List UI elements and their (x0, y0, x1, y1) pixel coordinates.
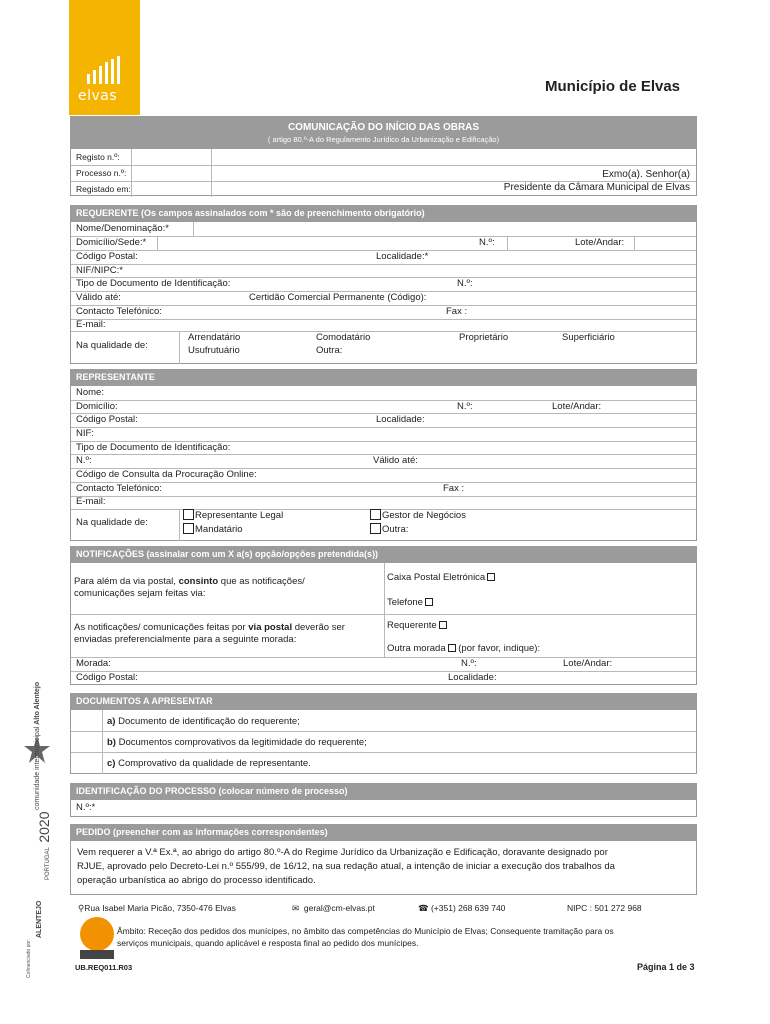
registado-label: Registado em: (76, 184, 131, 194)
footer-email: ✉ geral@cm-elvas.pt (292, 903, 375, 913)
req-fax: Fax : (446, 306, 468, 317)
logo-text: elvas (78, 88, 118, 104)
req-qualidade: Na qualidade de: (76, 340, 148, 351)
representante-block (70, 386, 697, 541)
rep-localidade: Localidade: (376, 414, 425, 425)
municipality-title: Município de Elvas (545, 78, 681, 95)
rep-outra-label: Outra: (382, 524, 409, 535)
page-number: Página 1 de 3 (637, 962, 695, 972)
notificacoes-header: NOTIFICAÇÕES (assinalar com um X a(s) opção/opções pretendida(s)) (70, 546, 697, 563)
opt-caixa[interactable]: Caixa Postal Eletrónica (387, 572, 495, 583)
seal-icon (80, 917, 114, 951)
elvas-logo (69, 0, 140, 115)
rep-codigo: Código de Consulta da Procuração Online: (76, 469, 257, 480)
processo-label: Processo n.º: (76, 168, 127, 178)
rep-qualidade: Na qualidade de: (76, 517, 148, 528)
identificacao-header: IDENTIFICAÇÃO DO PROCESSO (colocar número de processo) (70, 783, 697, 800)
registry-block (70, 148, 697, 196)
documentos-header: DOCUMENTOS A APRESENTAR (70, 693, 697, 710)
rep-domicilio: Domicílio: (76, 401, 118, 412)
rep-n2: N.º: (76, 455, 92, 466)
opt-usufrutuario[interactable]: Usufrutuário (188, 345, 240, 356)
pin-icon: ⚲ (78, 903, 85, 913)
representante-header: REPRESENTANTE (70, 369, 697, 386)
rep-n: N.º: (457, 401, 473, 412)
form-subtitle: ( artigo 80.º-A do Regulamento Jurídico da Urbanização e Edificação) (267, 135, 500, 144)
checkbox[interactable] (183, 523, 194, 534)
opt-gestor[interactable] (370, 509, 466, 521)
footer-ambito2: serviços municipais, quando aplicável e resposta final ao pedido dos munícipes. (117, 938, 419, 948)
req-n: N.º: (479, 237, 495, 248)
opt-outra[interactable]: Outra: (316, 345, 343, 356)
rep-fax: Fax : (443, 483, 465, 494)
req-n2: N.º: (457, 278, 473, 289)
doc-a: a) Documento de identificação do requerente; (107, 716, 300, 727)
req-domicilio: Domicílio/Sede:* (76, 237, 147, 248)
checkbox[interactable] (183, 509, 194, 520)
opt-mandatario[interactable] (183, 523, 243, 535)
req-localidade: Localidade:* (376, 251, 429, 262)
notif-n: N.º: (461, 658, 477, 669)
cofinanciado-text: Cofinanciado por: (26, 938, 32, 978)
mail-icon: ✉ (292, 903, 300, 913)
rep-cp: Código Postal: (76, 414, 138, 425)
notificacoes-block (70, 563, 697, 685)
rep-email: E-mail: (76, 496, 106, 507)
req-certidao: Certidão Comercial Permanente (Código): (249, 292, 427, 303)
rep-lote: Lote/Andar: (552, 401, 602, 412)
proc-n: N.º:* (76, 802, 96, 813)
checkbox[interactable] (370, 523, 381, 534)
req-contacto: Contacto Telefónico: (76, 306, 162, 317)
opt-telefone[interactable]: Telefone (387, 597, 433, 608)
rep-contacto: Contacto Telefónico: (76, 483, 162, 494)
opt-superficiario[interactable]: Superficiário (562, 332, 615, 343)
req-nif: NIF/NIPC:* (76, 265, 123, 276)
checkbox[interactable] (370, 509, 381, 520)
pedido-line1: Vem requerer a V.ª Ex.ª, ao abrigo do artigo 80.º-A do Regime Jurídico da Urbanização e Edificação, doravante designado por (77, 847, 608, 858)
req-lote: Lote/Andar: (575, 237, 625, 248)
footer-nipc: NIPC : 501 272 968 (567, 903, 642, 913)
sidebar-logos (22, 680, 62, 980)
pedido-line3: operação urbanística ao abrigo do processo identificado. (77, 875, 316, 886)
checkbox[interactable] (425, 598, 433, 606)
form-code: UB.REQ011.R03 (75, 963, 133, 972)
phone-icon: ☎ (418, 903, 429, 913)
cimaa-text: comunidade intermunicipal Alto Alentejo (34, 681, 41, 810)
notif-lote: Lote/Andar: (563, 658, 613, 669)
pedido-line2: RJUE, aprovado pelo Decreto-Lei n.º 555/99, de 16/12, na sua redação atual, a intenção de iniciar a execução dos trabalhos da (77, 861, 615, 872)
rep-valido: Válido até: (373, 455, 418, 466)
addressee-line1: Exmo(a). Senhor(a) (602, 169, 690, 180)
logo-mark-icon (85, 56, 125, 86)
pedido-block (70, 841, 697, 895)
opt-rep-legal[interactable] (183, 509, 283, 521)
form-title: COMUNICAÇÃO DO INÍCIO DAS OBRAS (287, 122, 480, 133)
opt-arrendatario[interactable]: Arrendatário (188, 332, 241, 343)
rep-nif: NIF: (76, 428, 94, 439)
checkbox[interactable] (487, 573, 495, 581)
mandatario-label: Mandatário (195, 524, 243, 535)
opt-rep-outra[interactable] (370, 523, 408, 535)
notif-q2: As notificações/ comunicações feitas por via postal deverão ser enviadas preferencialmente para a seguinte morada: (74, 622, 345, 645)
opt-outra-morada[interactable]: Outra morada (por favor, indique): (387, 643, 541, 654)
doc-c: c) Comprovativo da qualidade de representante. (107, 758, 311, 769)
notif-morada: Morada: (76, 658, 111, 669)
identificacao-block (70, 800, 697, 817)
requerente-header: REQUERENTE (Os campos assinalados com * são de preenchimento obrigatório) (70, 205, 697, 222)
notif-cp: Código Postal: (76, 672, 138, 683)
opt-requerente[interactable]: Requerente (387, 620, 447, 631)
req-tipo-doc: Tipo de Documento de Identificação: (76, 278, 231, 289)
addressee-line2: Presidente da Câmara Municipal de Elvas (503, 182, 690, 193)
req-email: E-mail: (76, 319, 106, 330)
rep-nome: Nome: (76, 387, 104, 398)
documentos-block (70, 710, 697, 774)
req-valido: Válido até: (76, 292, 121, 303)
gestor-label: Gestor de Negócios (382, 510, 466, 521)
doc-b: b) Documentos comprovativos da legitimidade do requerente; (107, 737, 367, 748)
seal-badge (80, 950, 114, 959)
req-nome: Nome/Denominação:* (76, 223, 169, 234)
requerente-block (70, 222, 697, 364)
opt-proprietario[interactable]: Proprietário (459, 332, 509, 343)
footer-address: ⚲Rua Isabel Maria Picão, 7350-476 Elvas (78, 903, 236, 913)
registo-label: Registo n.º: (76, 152, 120, 162)
req-cp: Código Postal: (76, 251, 138, 262)
notif-localidade: Localidade: (448, 672, 497, 683)
portugal-2020-logo: PORTUGAL 2020 (36, 811, 52, 880)
notif-q1: Para além da via postal, consinto que as notificações/ comunicações sejam feitas via: (74, 576, 305, 599)
footer-phone: ☎ (+351) 268 639 740 (418, 903, 506, 913)
title-block (70, 116, 697, 148)
alentejo-logo: ALENTEJO (36, 900, 43, 938)
checkbox[interactable] (439, 621, 447, 629)
pedido-header: PEDIDO (preencher com as informações correspondentes) (70, 824, 697, 841)
opt-comodatario[interactable]: Comodatário (316, 332, 371, 343)
rep-legal-label: Representante Legal (195, 510, 284, 521)
rep-tipo-doc: Tipo de Documento de Identificação: (76, 442, 231, 453)
checkbox[interactable] (448, 644, 456, 652)
footer-ambito1: Âmbito: Receção dos pedidos dos munícipes, no âmbito das competências do Município de Elvas; Consequente tramitação para os (117, 926, 614, 936)
footer (70, 900, 697, 980)
